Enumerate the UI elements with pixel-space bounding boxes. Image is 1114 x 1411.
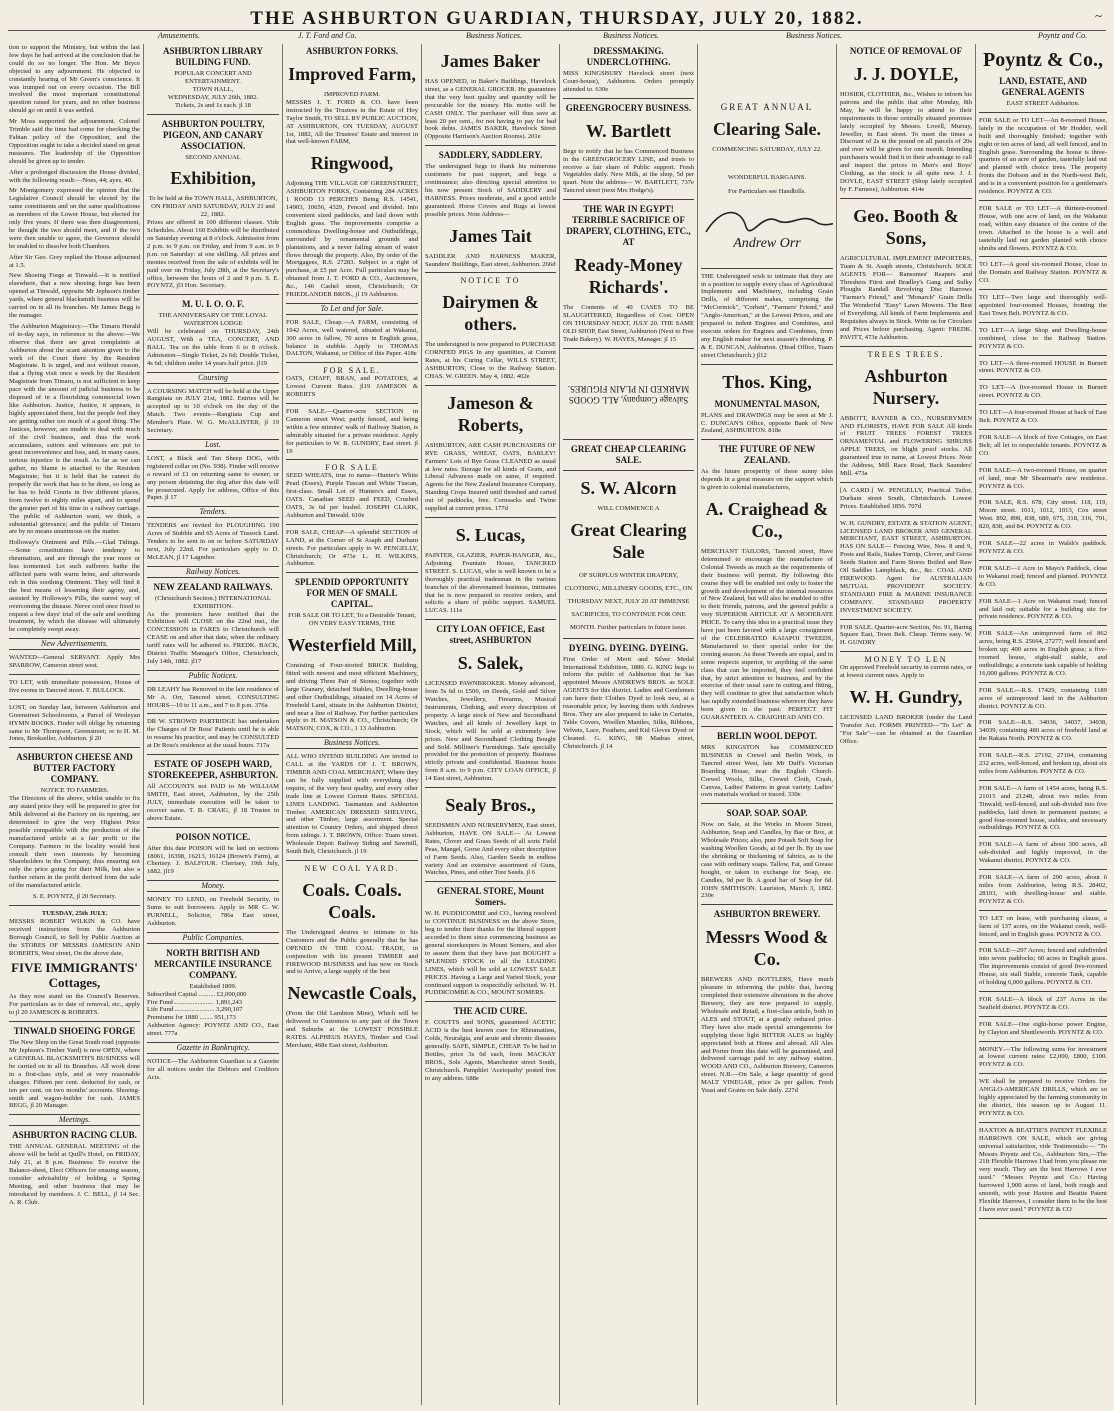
advert-headline: Dairymen & others.	[442, 292, 539, 335]
advert: [A CARD.] W. PENGELLY, Practical Tailor, Durham street South, Christchurch. Lowest Prices. Established 1856. 707d	[840, 486, 972, 510]
section-heading: Public Companies.	[147, 932, 279, 944]
listing-item: FOR SALE—R.S. 34036, 34037, 34038, 34039, containing 480 acres of freehold land at the Rakaia North. POYNTZ & CO.	[979, 719, 1107, 743]
advert: LICENSED LAND BROKER (under the Land Transfer Act. FORMS PRINTED—"To Let" & "For Sale"—can be obtained at the Guardian Office.	[840, 713, 972, 745]
advert-title: FOR SALE.	[323, 366, 381, 376]
col8-head: Poyntz and Co.	[1038, 31, 1088, 40]
advert-title: DYEING. DYEING. DYEING.	[568, 642, 689, 653]
advert-headline: Messrs Wood & Co.	[705, 927, 829, 970]
advert: Ashburton Agency: POYNTZ AND CO., East street. 777a	[147, 1022, 279, 1038]
advert-headline: S. Lucas,	[455, 525, 526, 545]
advert-subtitle: THE ANNIVERSARY OF THE LOYAL WATERTON LODGE	[158, 312, 268, 328]
advert-headline: W. H. Gundry,	[849, 686, 963, 707]
advert: All ACCOUNTS not PAID to Mr WILLIAM SMITH, East street, Ashburton, by the 25th JULY, immediate execution will be taken to recover same. T. B. CRAIG, jl 18 Trustee in above Estate.	[147, 783, 279, 822]
advert-title: NORTH BRITISH AND MERCANTILE INSURANCE COMPANY.	[154, 947, 272, 980]
listing-item: TO LET—A large Shop and Dwelling-house combined, close to the Railway Station. POYNTZ & CO.	[979, 326, 1107, 350]
advert: A COURSING MATCH will be held at the Upper Rangitata on JULY 21st, 1882. Entries will be accepted up to 10 o'clock on the day of the Match. Two events—Rangitata Cup and Member's Plate. W. G. McALLISTER, jl 19 Secretary.	[147, 387, 279, 435]
advert-title: ASHBURTON POULTRY, PIGEON, AND CANARY ASSOCIATION.	[161, 118, 265, 151]
listing-item: TO LET—Two large and thoroughly well-appointed four-roomed Houses, fronting the East Town Belt. POYNTZ & CO.	[979, 294, 1107, 317]
advert: (From the Old Lambton Mine), Which will be delivered to Customers to any part of the Town and Suburbs at the LOWEST POSSIBLE RATES. ALPHEUS HAYES, Timber and Coal Merchant, 468e East street, Ashburton.	[286, 1010, 418, 1049]
advert-headline: Thos. King,	[722, 371, 812, 392]
advert: After this date POISON will be laid on sections 18061, 16398, 16213, 16124 (Brown's Farm), at Chertsey. J. BALFOUR. Chertsey, 19th July, 1882. jl19	[147, 844, 279, 876]
advert: MERCHANT TAILORS, Tancred street, Have determined to encourage the manufacture of Colonial Tweeds as much as the requirements of their business will permit. By following this course they will be enabled not only to foster the growth and development of the internal resources of New Zealand, but will also be enabled to offer to their friends, patrons, and the general public a very SUPERIOR ARTICLE AT A MODERATE PRICE. To carry this idea to a practical issue they have just been favored with a large consignment of the CELEBRATED KAIAPOI TWEEDS, Manufactured to their special order for the coming season. As these Tweeds are equal, and in some respects superior, to anything of the same class that can be imported, they feel confident that, by strict attention to business, and by the exercise of their usual care in cutting and fitting, they will continue to give that satisfaction which has rapidly extended business wherever they have been given in the past. PERFECT FIT GUARANTEED. A. CRAIGHEAD AND CO.	[701, 548, 833, 722]
advert-headline: Coals. Coals. Coals.	[302, 879, 402, 922]
advert-title: CITY LOAN OFFICE, East street, ASHBURTON	[436, 624, 545, 646]
listing-item: FOR SALE—One eight-horse power Engine, by Clayton and Shuttleworth. POYNTZ & CO.	[979, 1020, 1107, 1036]
advert-place: To be held at the TOWN HALL, ASHBURTON, ON FRIDAY AND SATURDAY, JULY 21 and 22, 1882.	[148, 195, 278, 219]
advert: W. H. GUNDRY, ESTATE & STATION AGENT, LICENSED LAND BROKER AND GENERAL MERCHANT, EAST STREET, ASHBURTON. HAS ON SALE— Fencing Wire, Nos. 8 and 9, Posts and Rails, Stakes Turnip, Clover, and Gorse Seeds Station and Farm Stores Boiled and Raw Oil Saddles Lampblack, &c., &c. COAL AND FIREWOOD. Agent for AUSTRALIAN MUTUAL PROVIDENT SOCIETY. STANDARD FIRE & MARINE INSURANCE COMPANY. STANDARD PROPERTY INVESTMENT SOCIETY.	[840, 519, 972, 614]
advert: HOSIER, CLOTHIER, &c., Wishes to inform his patrons and the public that after Monday, 8th May, he will be happy to attend to their requirements in those centrally situated premises lately occupied by Messrs. Lovell, Murray, Jeweller, in East street. To meet the times a Discount of 2s in the pound on all parcels of 20s and over will be given for one month. Intending purchasers would find it to their advantage to call and inspect the prices in Men's and Boys' Clothing, as the stock is all quite new. J. J. DOYLE, EAST STREET (Shop lately occupied by F. Furness), Ashburton. 414e	[840, 91, 972, 193]
table-row: Fire Fund ........................ 1,891,243	[147, 998, 243, 1006]
advert: The Directors of the above, whilst unable to fix any stated price they will be prepared to give for Milk delivered at the Factory on its opening, are determined to give the very Highest Price possible compatible with the production of the manufactured article at a fair profit to the Company. Farmers in the locality would best consult their own interests by becoming Shareholders in the Company, thus ensuring not only the price going for their Milk, but also a further return in the profit derived from the sale of the manufactured article.	[9, 795, 140, 890]
advert: The undersigned is now prepared to PURCHASE CORNFED PIGS In any quantities, at Current Rates, at his Curing Cellar, WILLS STREET, ASHBURTON, Close to the Railway Station. CHAS. W. GREEN. May 4, 1882. 402e	[425, 341, 556, 380]
advert: ASHBURTON, ARE CASH PURCHASERS OF RYE GRASS, WHEAT, OATS, BARLEY! Farmers' Lots of Rye Grass CLEANED as usual at low rates. Storage for all kinds of Grain, and Liberal Advances made on same, if required. Agents for the New Zealand Insurance Company. Standing Crops Insured until threshed and carted out of paddocks, free. Cornsacks and Twine supplied at current prices. 177d	[425, 441, 556, 513]
section-heading: Meetings.	[9, 1114, 140, 1126]
advert-headline: Geo. Booth & Sons,	[853, 205, 959, 248]
advert-title: GENERAL STORE, Mount Somers.	[436, 886, 545, 908]
news-item-magistracy: The Ashburton Magistracy.—The Timaru Herald of to-day says, in reference to the above:—We observe that there are great complaints at Ashburton about the scant attention given to the work of the Court there by the Resident Magistrate. It is urged, and not without reason, that a flying visit once a week by the Resident Magistrate from Timaru, is not sufficient to keep pace with the amount of judicial business to be disposed of in a flourishing commercial town like Ashburton. Justice, Justice, it appears, is highly appreciated there, but the people feel they are getting rather too much of a good thing. The Justices, however, are unable to deal with much of the civil business, and thus the work accumulates, suitors and witnesses are put to great inconvenience and loss, and, in many cases, serious injustice is the result. As far as we can gather, no blame is attached to the Resident Magistrate; but it is held that he cannot do properly the work that has to be done, so long as he has to hold Courts in five different places, from twelve to eighty miles apart, and to spend the greater part of his time in a railway carriage. The public of Ashburton want, we think, a substantial grievance; and the public of Timaru are by no means unanimous on the matter.	[9, 322, 140, 536]
advert-headline: S. Salek,	[457, 653, 524, 674]
section-heading: Lost.	[147, 439, 279, 451]
listing-item: FOR SALE—A farm of about 300 acres, all sub-divided and highly improved, in the Wakanui district. POYNTZ & CO.	[979, 841, 1107, 865]
advert-title: SOAP. SOAP. SOAP.	[726, 808, 808, 819]
table-row: Premiums for 1880 ........ 951,173	[147, 1014, 236, 1022]
listing-item: TO LET on lease, with purchasing clause, a farm of 137 acres, on the Wakanui creek, well-fenced, and in English grass. POYNTZ & CO.	[979, 914, 1107, 938]
advert-title: LAND, ESTATE, AND GENERAL AGENTS	[999, 76, 1087, 97]
advert-title: NEW COAL YARD.	[304, 863, 400, 873]
advert-date: TUESDAY, 25th JULY.	[41, 910, 108, 917]
advert-title: TINWALD SHOEING FORGE	[13, 1026, 136, 1037]
advert-title: FOR SALE	[325, 463, 379, 473]
advert: HAS OPENED, in Baker's Buildings, Havelock street, as a GENERAL GROCER. He guarantees that the very best quality and quantity will be procurable for the money. His motto will be CASH ONLY. The purchaser will thus save at least 20 per cent., for not having to pay for bad book debts. JAMES BAKER, Havelock Street (Opposite Harrison's Auction Rooms). 201e	[425, 78, 556, 141]
advert-headline: A. Craighead & Co.,	[705, 499, 829, 542]
upside-down-advert: Salvage Company, ALL GOODS MARKED IN PLAIN FIGURES.	[567, 383, 690, 405]
advert: Begs to notify that he has Commenced Business in the GREENGROCERY LINE, and trusts to receive a fair share of Public support. Fresh Vegetables daily. New Milk, at the shop, 5d per quart. Note the address— W. BARTLETT, 737e Tancred street (next Mrs Hodge's).	[563, 147, 694, 195]
advert-subtitle: FOR SALE OR TO LET, To a Desirable Tenant, ON VERY EASY TERMS, THE	[288, 612, 416, 628]
advert-headline: Poyntz & Co.,	[983, 49, 1103, 71]
advert: TENDERS are invited for PLOUGHING 190 Acres of Stubble and 65 Acres of Tussock Land. Tenders to be sent in on or before SATURDAY next, July 22nd. For particulars apply to D. McLEAN, jl 17 Lagmhor.	[147, 522, 279, 561]
listing-item: TO LET—A four-roomed House at back of East Belt. POYNTZ & CO.	[979, 409, 1107, 425]
advert-title: M. U. I. O. O. F.	[182, 299, 244, 310]
advert-headline: FIVE IMMIGRANTS' Cottages,	[11, 960, 138, 991]
column-1	[9, 44, 140, 1405]
advert: THE Undersigned wish to intimate that they are in a position to supply every class of Agricultural Implements and Machinery, including Grain Drills, of different makes, comprising the "McCormick", "Corbett", "Farmers' Friend," and "Anglo-American," at the Lowest Prices, and are prepared to indent Engines and Combines, and execute orders for Engines and Combines, from any English maker for next season's threshing. P. & E. DUNCAN, Ashburton. (Head Office, Tuam street Christchurch.) jl12	[701, 272, 833, 359]
advert: As the future prosperity of these sunny isles depends in a great measure on the support which is given to colonial manufactures,	[701, 468, 833, 492]
advert-headline: Exhibition,	[170, 168, 256, 189]
advert-headline: Clearing Sale.	[713, 118, 821, 139]
advert-headline: Westerfield Mill,	[287, 635, 417, 656]
advert-title: NOTICE OF REMOVAL OF	[849, 46, 963, 56]
advert: DR LEAHY has Removed to the late residence of Mr A. Orr, Tancred street. CONSULTING HOURS—10 to 11 a.m., and 7 to 8 p.m. 376a	[147, 685, 279, 709]
section-heading: To Let and for Sale.	[286, 303, 418, 315]
listing-item: FOR SALE—22 acres in Walsh's paddock. POYNTZ & CO.	[979, 540, 1107, 555]
column-4	[425, 44, 556, 1405]
advert: LICENSED PAWNBROKER. Money advanced, from 5s 6d to £500, on Deeds, Gold and Silver Watches, Jewellery, Firearms, Musical Instruments, Clothing, and every description of property. A large stock of New and Secondhand Watches, and all kinds of Jewellery kept in Stock, which will be sold at extremely low prices. New and Secondhand Clothing Bought and Sold. Milliner's Furnishings. Safe specially provided for the protection of property. Business strictly private and confidential. Business hours from 8 a.m. to 9 p.m. CITY LOAN OFFICE, jl 14 East street, Ashburton.	[425, 680, 556, 783]
advert-title: GREAT CHEAP CLEARING SALE.	[570, 443, 687, 465]
listing-item: FOR SALE—1 Acre in Mayo's Paddock, close to Wakanui road; fenced and planted. POYNTZ & CO.	[979, 564, 1107, 588]
article-text: After a prolonged discussion the House divided, with the following result:—Noes, 44; ayes, 40.	[9, 168, 140, 184]
advert: TO LET, with immediate possession, House of five rooms in Tancred street. T. BULLOCK.	[9, 678, 140, 694]
advert-headline: W. Bartlett	[585, 120, 672, 141]
advert-subtitle: (Christchurch Section.) INTERNATIONAL EXHIBITION.	[155, 594, 271, 610]
column-7	[840, 44, 972, 1405]
listing-item: FOR SALE or TO LET—A thirteen-roomed House, with one acre of land, on the Wakanui road, within easy distance of the centre of the town. Attached to the house is a well and tastefully laid out garden planted with choice shrubs and flowers. POYNTZ & CO.	[979, 204, 1107, 252]
advert: The Undersigned desires to intimate to his Customers and the Public generally that he has OPENED IN THE COAL TRADE, in conjunction with his present TIMBER and FIREWOOD BUSINESS and has now on Stock and to Arrive, a large supply of the best	[286, 928, 418, 976]
advert: SEEDSMEN AND NURSERYMEN, East street, Ashburton, HAVE ON SALE— At Lowest Rates, Clover and Grass Seeds of all sorts Field Peas, Mangel, Gorse And every other description of Farm Seeds. Also, Garden Seeds in endless variety And an extensive assortment of Guns, Watches, Pines, and other Tree Seeds. jl 6	[425, 822, 556, 877]
column-heads	[8, 31, 1106, 43]
advert: Prizes are offered in 100 different classes. Vide Schedules. About 160 Exhibits will be distributed on Saturday evening at 8 o'clock. Admission from 2 p.m. to 9 p.m. on Friday, and from 9 a.m. to 9 p.m. on Saturday: at one shilling. All prizes and monies received from the sale of exhibits will be paid over on Friday, July 28th, at the Secretary's office, between the hours of 2 and 9 p.m. S. E. POYNTZ, jl3 Hon. Secretary.	[147, 219, 279, 290]
col3-head: J. T. Ford and Co.	[298, 31, 357, 40]
advert-title: THE ACID CURE.	[453, 1006, 528, 1017]
advert: Adjoining THE VILLAGE OF GREENSTREET, ASHBURTON FORKS, Containing 284 ACRES 1 ROOD 13 PERCHES Being R.S. 14541, 14903, 10656, 4329, Fenced and divided. Into convenient sized paddocks, and laid down with English grass. The improvements comprise a commodious Dwelling-house and Outbuildings, surrounded by ornamental grounds and plantations, and a never failing stream of water flows through the property. Also, By order of the Mortgagees, R.S. 27283. Subject to a right of purchase, at £5 per Acre. Full particulars may be obtained from J. T. FORD & CO., Auctioneers, &c., 146 Cashel street, Christchurch; Or FRIEDLANDER BROS., jl 19 Ashburton.	[286, 180, 418, 299]
advert: As they now stand on the Council's Reserves. For particulars as to date of removal, etc., apply to jl 20 JAMESON & ROBERTS.	[9, 993, 140, 1017]
listing-item: FOR SALE.—R.S. 17429, containing 1189 acres of unimproved land in the Ashburton district. POYNTZ & CO.	[979, 686, 1107, 710]
signature-block	[701, 202, 833, 262]
advert-title: SADDLERY, SADDLERY.	[438, 150, 543, 161]
advert-headline: Ready-Money Richards'.	[574, 255, 683, 298]
article-text: Mr Moss supported the adjournment. Colonel Trimble said the time had come for checking the Fabian policy of the Opposition, and the Opposition ought to take a decided stand on great measures. The leadership of the Opposition should be given up to tender.	[9, 118, 140, 165]
table-row: Life Fund ........................ 3,290,107	[147, 1006, 243, 1014]
listing-item: FOR SALE—A farm of 290 acres, about 6 miles from Ashburton, being R.S. 28402, 28103, with dwelling-house and stable. POYNTZ & CO.	[979, 874, 1107, 905]
advert-title: ASHBURTON RACING CLUB.	[12, 1130, 137, 1141]
signature-text: Andrew Orr	[733, 235, 801, 251]
listing-item: FOR SALE—297 Acres; fenced and subdivided into seven paddocks; 60 acres in English grass. The improvements consist of good five-roomed House, six stall Stable, concrete Tank, capable of holding 6,000 gallons. POYNTZ & CO.	[979, 947, 1107, 987]
listing-item: FOR SALE or TO LET—An 8-roomed House, lately in the occupation of Mr Hodder, well built and thoroughly finished; together with eight or ten acres of land, all well fenced, and in English grass. Surrounding the house is three-quarters of an acre of garden, tastefully laid out and planted with choice trees. The property fronts the Dobson and in the North-west Belt, and is in a convenient position for a gentleman's residence. POYNTZ & CO.	[979, 116, 1107, 196]
advert: On approved Freehold security in current rates, or at lowest current rates. Apply to	[840, 664, 972, 680]
news-item-forge: New Shoeing Forge at Tinwald.—It is notified elsewhere, that a new shoeing forge has been opened at Tinwald, opposite Mr Jephson's timber yards, where general blacksmith business will be carried on in all its branches. Mr James Begg is the manager.	[9, 272, 140, 319]
advert-title: SPLENDID OPPORTUNITY FOR MEN OF SMALL CAPITAL.	[295, 577, 409, 610]
advert: First Order of Merit and Silver Medal International Exhibition, 1880. G. KING begs to inform the public of Ashburton that he has appointed Messrs ANDREWS BROS. as SOLE AGENTS for this district. Ladies and Gentlemen can have their Clothes Dyed to look new, at a reasonable price, by leaving them with Andrews Bros. They are also prepared to take in Curtains, Table Covers, Woollen Mantles, Silks, Ribbons, Velvets, Lace, Feathers, and Kid Gloves Dyed or Cleaned. G. KING, 98 Madras street, Christchurch. jl 14	[563, 655, 694, 750]
advert: ALL WHO INTEND BUILDING Are invited to CALL at the YARDS OF J. T. BROWN, TIMBER AND COAL MERCHANT, Where they can be fully supplied with everything they require, of the very best quality, and every other trade line at Lowest Current Rates. SPECIAL LINES LANDING. Tasmanian and Ashburton Timber. AMERICAN DRESSED SHELVING, and other Timber, large assortment. Special attention to Country Orders, and shipped direct from sidings. J. T. BROWN, Office: Tuam street. Wholesale Depot: Railway Siding and Sawmill, South Belt, Christchurch. jl 19	[286, 753, 418, 856]
advert: SEED WHEATS, true to name—Hunter's White Pearl (Essex), Purple Tuscan and White Tuscan, first-class. Small Lot of Hunters's and Essex, OATS. Canadian SEED and FEED, Crushed OATS, 3s 6d per bushel. JOSEPH CLARK, Ashburton and Tinwald. 610e	[286, 472, 418, 519]
advert: BREWERS AND BOTTLERS, Have much pleasure in informing the public that, having completed their extensive alterations in the above Brewery, they are now prepared to supply, Wholesale and Retail, a first-class article, both in ALES and STOUT, at a greatly reduced price. They have also made special arrangements for supplying those light BITTER ALES so highly appreciated both at Home and abroad. All Ales and Porter from this date will be guaranteed, and delivered carriage paid to any railway station. WOOD AND CO., Ashburton Brewery, Cameron street. N.B.—On Sale, a large quantity of good MALT VINEGAR, price 2s per gallon. Fresh Yeast and Grains on Sale daily. 227d	[701, 976, 833, 1095]
advert-subtitle: IMPROVED FARM.	[324, 91, 380, 98]
advert-headline: Improved Farm,	[288, 64, 416, 84]
advert-title: ASHBURTON FORKS.	[305, 46, 399, 56]
newspaper-title: THE ASHBURTON GUARDIAN, THURSDAY, JULY 20, 1882.	[250, 8, 864, 29]
advert-subtitle: Established 1809.	[189, 982, 237, 990]
advert: PAINTER, GLAZIER, PAPER-HANGER, &c., Adjoining Fountain House, TANCRED STREET. S. LUCAS, who is well known to be a thoroughly practical tradesman in the various branches of the abovenamed business, intimates that he is now prepared to receive orders, and solicits a share of public support. SAMUEL LUCAS. 111e	[425, 552, 556, 615]
listing-item: TO LET—A three-roomed HOUSE in Burnett street. POYNTZ & CO.	[979, 359, 1107, 375]
article-opening: tion to support the Ministry, but within the last few days he had arrived at the conclusion that he could do so no longer. The Hon. Mr Bryce objected to any adjournment. He objected to constantly hearing of Mr Green's conscience. It was trumped out on every occasion. The Bill involved the most important constitutional question raised for years, and no other business should go on until it was settled.	[9, 44, 140, 115]
advert-headline: James Baker	[440, 51, 541, 71]
section-heading: Coursing	[147, 372, 279, 384]
advert: Now on Sale, at the Works in Moore Street, Ashburton, Soap and Candles, by Bar or Box, at Wholesale Prices; also, pure Potash Soft Soap for washing Woollen Goods, at 6d per lb. By its use the shrinking or thickening of fabrics, as is the case with ordinary soaps. Tallow, Fat, and Grease bought, or taken in exchange for Soap, etc. Candles, 9d per lb. A good bar of Soap for 6d. JOHN SMITHSON. Lauriston, March 3, 1882. 230e	[701, 821, 833, 900]
section-heading: Tenders.	[147, 506, 279, 518]
listing-item: TO LET—A good six-roomed House, close to the Domain and Railway Station. POYNTZ & CO.	[979, 261, 1107, 285]
col5-head: Business Notices.	[603, 31, 659, 40]
listing-item: TO LET—A five-roomed House in Burnett street. POYNTZ & CO.	[979, 384, 1107, 400]
advert-headline: Ringwood,	[310, 153, 394, 174]
advert-headline: Jameson & Roberts,	[447, 392, 534, 435]
column-5	[563, 44, 694, 1405]
advert-title: DRESSMAKING. UNDERCLOTHING.	[586, 46, 671, 67]
advert: THE ANNUAL GENERAL MEETING of the above will be held at Quill's Hotel, on FRIDAY, July 21, at 8 p.m. Business: To receive the Balance-sheet, Elect Officers for ensuing season, consider advisability of holding a Spring Meeting, and other business that may be introduced by members. J. C. BELL, jl 14 Sec. A. R. Club.	[9, 1143, 140, 1206]
advert: The New Shop on the Great South road (opposite Mr Jephson's Timber Yard) is now OPEN, where a GENERAL BLACKSMITH'S BUSINESS will be carried on in all its Branches. All work done in a first-class style, and at very reasonable charges. Fifteen per cent. deducted for cash, or ten per cent. on two months' accounts. Shoeing-smith and wagon-builder for cash. JAMES BEGG, jl 20 Manager.	[9, 1039, 140, 1110]
col4-head: Business Notices.	[466, 31, 522, 40]
advert: MESSRS J. T. FORD & CO. have been instructed by the Trustees in the Estate of Hoy Taylor Smith, TO SELL BY PUBLIC AUCTION, AT ASHBURTON, ON TUESDAY, AUGUST 1st, 1882, All the Trustees' Estate and interest in that well-known FARM,	[286, 98, 418, 146]
advert: DR W. STROWD PARTRIDGE has undertaken the Charges of Dr Ross' Patients until he is able to resume his practice, and may be CONSULTED at Dr Ross's residence at the usual hours. 717a	[147, 718, 279, 750]
article-text: After Sir Geo. Grey replied the House adjourned at 1.5.	[9, 253, 140, 269]
column-3	[286, 44, 418, 1405]
column-6	[701, 44, 833, 1405]
advert-place: TOWN HALL,	[192, 85, 234, 93]
advert: MISS KINGSBURY Havelock street (next Court-house), Ashburton. Orders promptly attended to. 630e	[563, 70, 694, 93]
advert-tail: For Particulars see Handbills.	[727, 187, 806, 195]
listing-item: FOR SALE—A two-roomed House, on quarter of land, near Mr Shearman's new residence. POYNTZ & CO.	[979, 466, 1107, 490]
listing-item: WE shall be prepared to receive Orders for ANGLO-AMERICAN DRILLS, which are so highly appreciated by the farming community in the district, this season up to August 11. POYNTZ & CO.	[979, 1078, 1107, 1117]
listing-item: MONEY.—The following sums for investment at lowest current rates: £2,000, £800, £100. POYNTZ & CO.	[979, 1045, 1107, 1069]
advert: FOR SALE, Cheap.—A FARM, consisting of 1942 Acres, well watered, situated at Wakanui, 300 acres in fallow, 70 acres in English grass, balance in stubble. Apply to THOMAS DALTON, Wakanui, or Office of this Paper. 418e	[286, 318, 418, 358]
advert: MRS KINGSTON has COMMENCED BUSINESS in Crewel and Berlin Work, in Tancred street West, late Mr Duff's Victorian Boarding House, near the English Church. Crewel Wools, Silks, Crewel Cloth, Crash, Canvas, Ladies' Patterns in great variety. Ladies' own materials worked or traced. 330e	[701, 743, 833, 799]
article-text: Mr Montgomery expressed the opinion that the Legislative Council should be elected by the same constituents and on the same qualifications as members of the Lower House, but elected for only five years. If there was then disagreement, he thought the two should meet, and if the two were then unable to agree, the Governor should be enabled to dissolve both Chambers.	[9, 187, 140, 250]
section-heading: Public Notices.	[147, 670, 279, 682]
advert: OATS, CHAFF, BRAN, and POTATOES, at Lowest Current Rates. jl19 JAMESON & ROBERTS	[286, 375, 418, 399]
advert: FOR SALE, CHEAP—A splendid SECTION of LAND, at the Corner of St Asaph and Durham streets. For particulars apply to W. PENGELLY, Christchurch; Or 473e L. H. WILKINS, Ashburton.	[286, 528, 418, 568]
advert: AGRICULTURAL IMPLEMENT IMPORTERS, Tuam & St. Asaph streets, Christchurch. SOLE AGENTS FOR— Ransomes' Reapers and Threshers Fürst and Bradley's Gang and Sulky Ploughs Randall Revolving Disc Harrows "Farmer's Friend," and "Monarch" Grain Drills The Wonderful "Easy" Lawn Mowers. The Best of Everything. All kinds of Farm Implements and Requisites always in Stock. Write us for Circulars and Prices before purchasing. Agent: FREDK. PAVITT, 473e Ashburton.	[840, 254, 972, 341]
advert-subtitle: WONDERFUL BARGAINS.	[727, 173, 807, 181]
advert: As the promoters have notified that the Exhibition will CLOSE on the 22nd inst., the CONCESSION in FARES to Christchurch will CEASE on and after that date, when the ordinary tariff rates will be adhered to. FREDK. BACK, District Traffic Manager's Office, Christchurch, July 14th, 1882. jl17	[147, 610, 279, 665]
advert: ABBOTT, RAYNER & CO., NURSERYMEN AND FLORISTS, HAVE FOR SALE All kinds of FRUIT TREES FOREST TREES ORNAMENTAL and FLOWERING SHRUBS APPLE TREES, on blight proof stocks. All guaranteed true to name, at Lowest Prices. Note the Address, Mill Race Road, Back Saunders' Mill. 473a	[840, 414, 972, 477]
advert-address: EAST STREET Ashburton.	[1006, 100, 1080, 107]
advert: OF SURPLUS WINTER DRAPERY, CLOTHING, MILLINERY GOODS, ETC., ON THURSDAY NEXT, JULY 20 AT IMMENSE SACRIFICES, TO CONTINUE FOR ONE MONTH. Further particulars in future issue.	[564, 571, 693, 631]
advert-title: MONUMENTAL MASON,	[714, 398, 820, 409]
advert-title: TREES TREES.	[867, 349, 945, 359]
advert-headline: J. J. DOYLE,	[853, 64, 959, 84]
column-2	[147, 44, 279, 1405]
advert-title: NEW ZEALAND RAILWAYS.	[153, 581, 273, 592]
listing-item: FOR SALE—A block of five Cottages, on East Belt; all let to respectable tenants. POYNTZ & CO.	[979, 434, 1107, 457]
advert-title: GREAT ANNUAL	[720, 102, 814, 112]
advert: The undersigned begs to thank his numerous customers for past support, and begs a continuance; also directing special attention to his now present Stock of SADDLERY and HARNESS. Prices moderate, and a good article guaranteed. Horse Covers and Rugs at lowest possible prices. Note Address—	[425, 163, 556, 218]
advert-title: POISON NOTICE.	[175, 831, 251, 842]
listing-item: FOR SALE, R.S. 678, City street. 118, 119, Moore street. 1011, 1012, 1013, Cox street West. 892, 898, 838, 689, 675, 318, 316, 791, 820, 838, and 84. POYNTZ & CO.	[979, 499, 1107, 531]
advert-headline: Ashburton Nursery.	[864, 365, 948, 408]
advert-title: THE FUTURE OF NEW ZEALAND.	[718, 444, 816, 466]
advert: MONEY TO LEND, on Freehold Security, in Sums to suit borrowers. Apply to MR C. W. PURNELL, Solicitor, 786a East street, Ashburton.	[147, 896, 279, 927]
advert-title: MONEY TO LEN	[864, 655, 948, 665]
advert-subtitle: NOTICE TO FARMERS.	[40, 787, 109, 795]
advert: SADDLER AND HARNESS MAKER, Saunders' Buildings, East street, Ashburton. 266d	[425, 252, 556, 268]
advert: W. H. PUDDICOMBE and CO., having resolved to CONTINUE BUSINESS on the above Store, beg to tender their thanks for the liberal support accorded to them since commencing business as general storekeepers in Mount Somers, and also to assure them that they have just BOUGHT a SPLENDID STOCK in all the LEADING LINES, which will be sold at LOWEST SALE PRICES. Having a Large and Varied Stock, your continued support is respectfully solicited. W. H. PUDDICOMBE & CO., MOUNT SOMERS.	[425, 910, 556, 997]
col6-head: Business Notices.	[786, 31, 842, 40]
page-mark: ~	[1094, 8, 1102, 23]
col2-head: Amusements.	[158, 31, 200, 40]
advert: Consisting of Four-storied BRICK Building, fitted with newest and most efficient Machinery, and driving Three Pair of Stones; together with large Granary, detached Stables, Dwelling-house and other Outbuildings, situated on 14 Acres of Freehold Land, situate in the Ashburton District, and near a line of Railway. For further particulars apply to H. MATSON & CO., Christchurch; Or MATSON, COX, & CO., 1 13 Ashburton.	[286, 662, 418, 733]
advert: Will be celebrated on THURSDAY, 24th AUGUST, With a TEA, CONCERT, AND BALL. Tea on the table from 6 to 8 o'clock. Admission—Single Ticket, 2s 6d; Double Ticket, 4s 6d; children under 14 years half price. jl19	[147, 328, 279, 367]
advert: WANTED—General SERVANT. Apply Mrs SPARROW, Cameron street west.	[9, 654, 140, 670]
advert: FOR SALE. Quarter-acre Section, No. 91, Baring Square East, Town Belt. Cheap. Terms easy. W. H. GUNDRY	[840, 623, 972, 647]
news-item-holloway: Holloway's Ointment and Pills.—Glad Tidings.—Some constitutions have tendency to rheumatism, and are through the year more or less tormented. Let such sufferers bathe the afflicted parts with warm brine, and afterwards rub in this soothing Ointment. They will find it the best means of lessening their agony, and, assisted by Holloway's Pills, the surest way of overcoming the disease. Nerve cord once fixed to request a few days' trial of the safe and soothing treatment, by which the disease will ultimately be completely swept away.	[9, 539, 140, 634]
listing-item: FOR SALE—A block of 237 Acres in the Seafield district. POYNTZ & CO.	[979, 995, 1107, 1011]
advert-title: ASHBURTON CHEESE AND BUTTER FACTORY COMPANY.	[16, 752, 133, 785]
advert-headline: Great Clearing Sale	[570, 519, 687, 562]
poyntz-listings	[979, 117, 1107, 1219]
advert: NOTICE—The Ashburton Guardian is a Gazette for all notices under the Debtors and Creditors Acts.	[147, 1057, 279, 1081]
section-heading: Gazette in Bankruptcy.	[147, 1042, 279, 1054]
advert-headline: Sealy Bros.,	[445, 795, 536, 816]
advert-headline: Newcastle Coals,	[287, 983, 417, 1004]
listing-item: FOR SALE—An unimproved farm of 862 acres, being R.S. 25664, 27277; well fenced and broken up; 400 acres in English grass; a five-roomed house, eight-stall stable, and outbuildings; a concrete tank capable of holding 16,000 gallons. POYNTZ & CO.	[979, 630, 1107, 677]
advert-title: GREENGROCERY BUSINESS.	[565, 102, 692, 113]
advert-title: THE WAR IN EGYPT! TERRIBLE SACRIFICE OF DRAPERY, CLOTHING, ETC., AT	[566, 204, 691, 248]
advert-subtitle: SECOND ANNUAL	[185, 153, 241, 161]
advert-title: ASHBURTON BREWERY.	[713, 909, 821, 920]
advert-title: NOTICE TO	[460, 276, 521, 286]
advert-title: ESTATE OF JOSEPH WARD, STOREKEEPER, ASHBURTON.	[147, 759, 279, 781]
section-heading: Railway Notices.	[147, 566, 279, 578]
column-8	[979, 44, 1107, 1405]
masthead	[8, 6, 1106, 31]
advert: FOR SALE.—Quarter-acre SECTION in Cameron street West; partly fenced, and being within a few minutes' walk of Railway Station, is admirably situated for a private residence. Apply for particulars to W. B. GUNDRY, East street. jl 19	[286, 408, 418, 455]
advert: LOST, on Sunday last, between Ashburton and Greenstreet Schoolrooms, a Parcel of Wesleyan HYMN BOOKS. Finder will oblige by returning same to Mr Thompson, Greenstreet; or to H. M. Jones, Bookseller, Ashburton. jl 20	[9, 703, 140, 743]
advert-subtitle: WILL COMMENCE A	[597, 504, 660, 512]
table-row: Subscribed Capital .......... £2,000,000	[147, 990, 247, 998]
listing-item: FOR SALE—A farm of 1454 acres, being R.S. 21015 and 21248, about two miles from Tinwald; well-fenced, and sub-divided into five paddocks, laid down in permanent pasture; a good four-roomed house, stables, and necessary outbuildings. POYNTZ & CO.	[979, 784, 1107, 832]
advert-subtitle: COMMENCING SATURDAY, JULY 22.	[712, 145, 822, 153]
section-heading: Business Notices.	[286, 737, 418, 749]
advert-date: WEDNESDAY, JULY 26th, 1882.	[167, 93, 259, 101]
advert: MESSRS ROBERT WILKIN & CO. have received instructions from the Ashburton Borough Council, to Sell by Public Auction at the STORES OF MESSRS JAMESON AND ROBERTS, West street, On the above date,	[9, 917, 140, 957]
advert-signature: S. E. POYNTZ, jl 20 Secretary.	[32, 893, 117, 901]
advert-title: ASHBURTON LIBRARY BUILDING FUND.	[163, 46, 263, 67]
advert-tail: Tickets, 2s and 1s each. jl 18	[175, 101, 251, 109]
advert: PLANS and DRAWINGS may be seen at Mr J. C. DUNCAN'S Office, opposite Bank of New Zealand, ASHBURTON. 818e	[701, 411, 833, 435]
advert: The Contents of 40 CASES TO BE SLAUGHTERED, Regardless of Cost. OPEN ON THURSDAY NEXT, JULY 20. THE SAME OLD SHOP, East Street, Ashburton (Next to Free Trade Bakery). W. HAYES, Manager. jl 15	[563, 304, 694, 343]
advert-subtitle: POPULAR CONCERT AND ENTERTAINMENT.	[174, 70, 252, 85]
listing-item: FOR SALE—1 Acre on Wakanui road; fenced and laid out; suitable for a building site for private residence. POYNTZ & CO.	[979, 597, 1107, 621]
section-heading: New Advertisements.	[9, 638, 140, 650]
advert-headline: James Tait	[449, 225, 532, 246]
listing-item: HAXTON & BEATTIE'S PATENT FLEXIBLE HARROWS ON SALE, which are giving universal satisfaction, vide Testimonials:— "To Messrs Poyntz and Co., Ashburton: Sirs,—The 21ft Flexible Harrows I had from you please me very much. They are the best Harrows I ever used." "Messrs Poyntz and Co.: Having harrowed 1,900 acres of land, both rough and smooth, with your Haxton and Beattie Patent Flexible Harrows, I consider them to be the best I have ever used." POYNTZ & CO	[979, 1126, 1107, 1213]
advert: LOST, a Black and Tan Sheep DOG, with registered collar on (No. 938). Finder will receive a reward of £1 on returning same to owner; or any person detaining the dog after this date will be prosecuted. Apply for address, Office of this Paper. jl 17	[147, 454, 279, 502]
section-heading: Money.	[147, 880, 279, 892]
advert-title: BERLIN WOOL DEPOT.	[717, 730, 817, 741]
advert: F. COUTTS and SONS, guaranteed ACETIC ACID is the best known cure for Rheumatism, Colds, Neuralgia, and acute and chronic diseases generally. SAFE, SIMPLE, CHEAP. To be had in Bottles, price 3s 6d each, from MACKAY BROS., Sole Agents, Manchester street South, Christchurch. Pamphlet 'Acetopathy' posted free to any address. 688e	[425, 1019, 556, 1082]
listing-item: FOR SALE—R.S. 27192, 27104, containing 232 acres, well-fenced, and broken up, about six miles from Ashburton. POYNTZ & CO.	[979, 752, 1107, 775]
advert-headline: S. W. Alcorn	[580, 477, 677, 498]
